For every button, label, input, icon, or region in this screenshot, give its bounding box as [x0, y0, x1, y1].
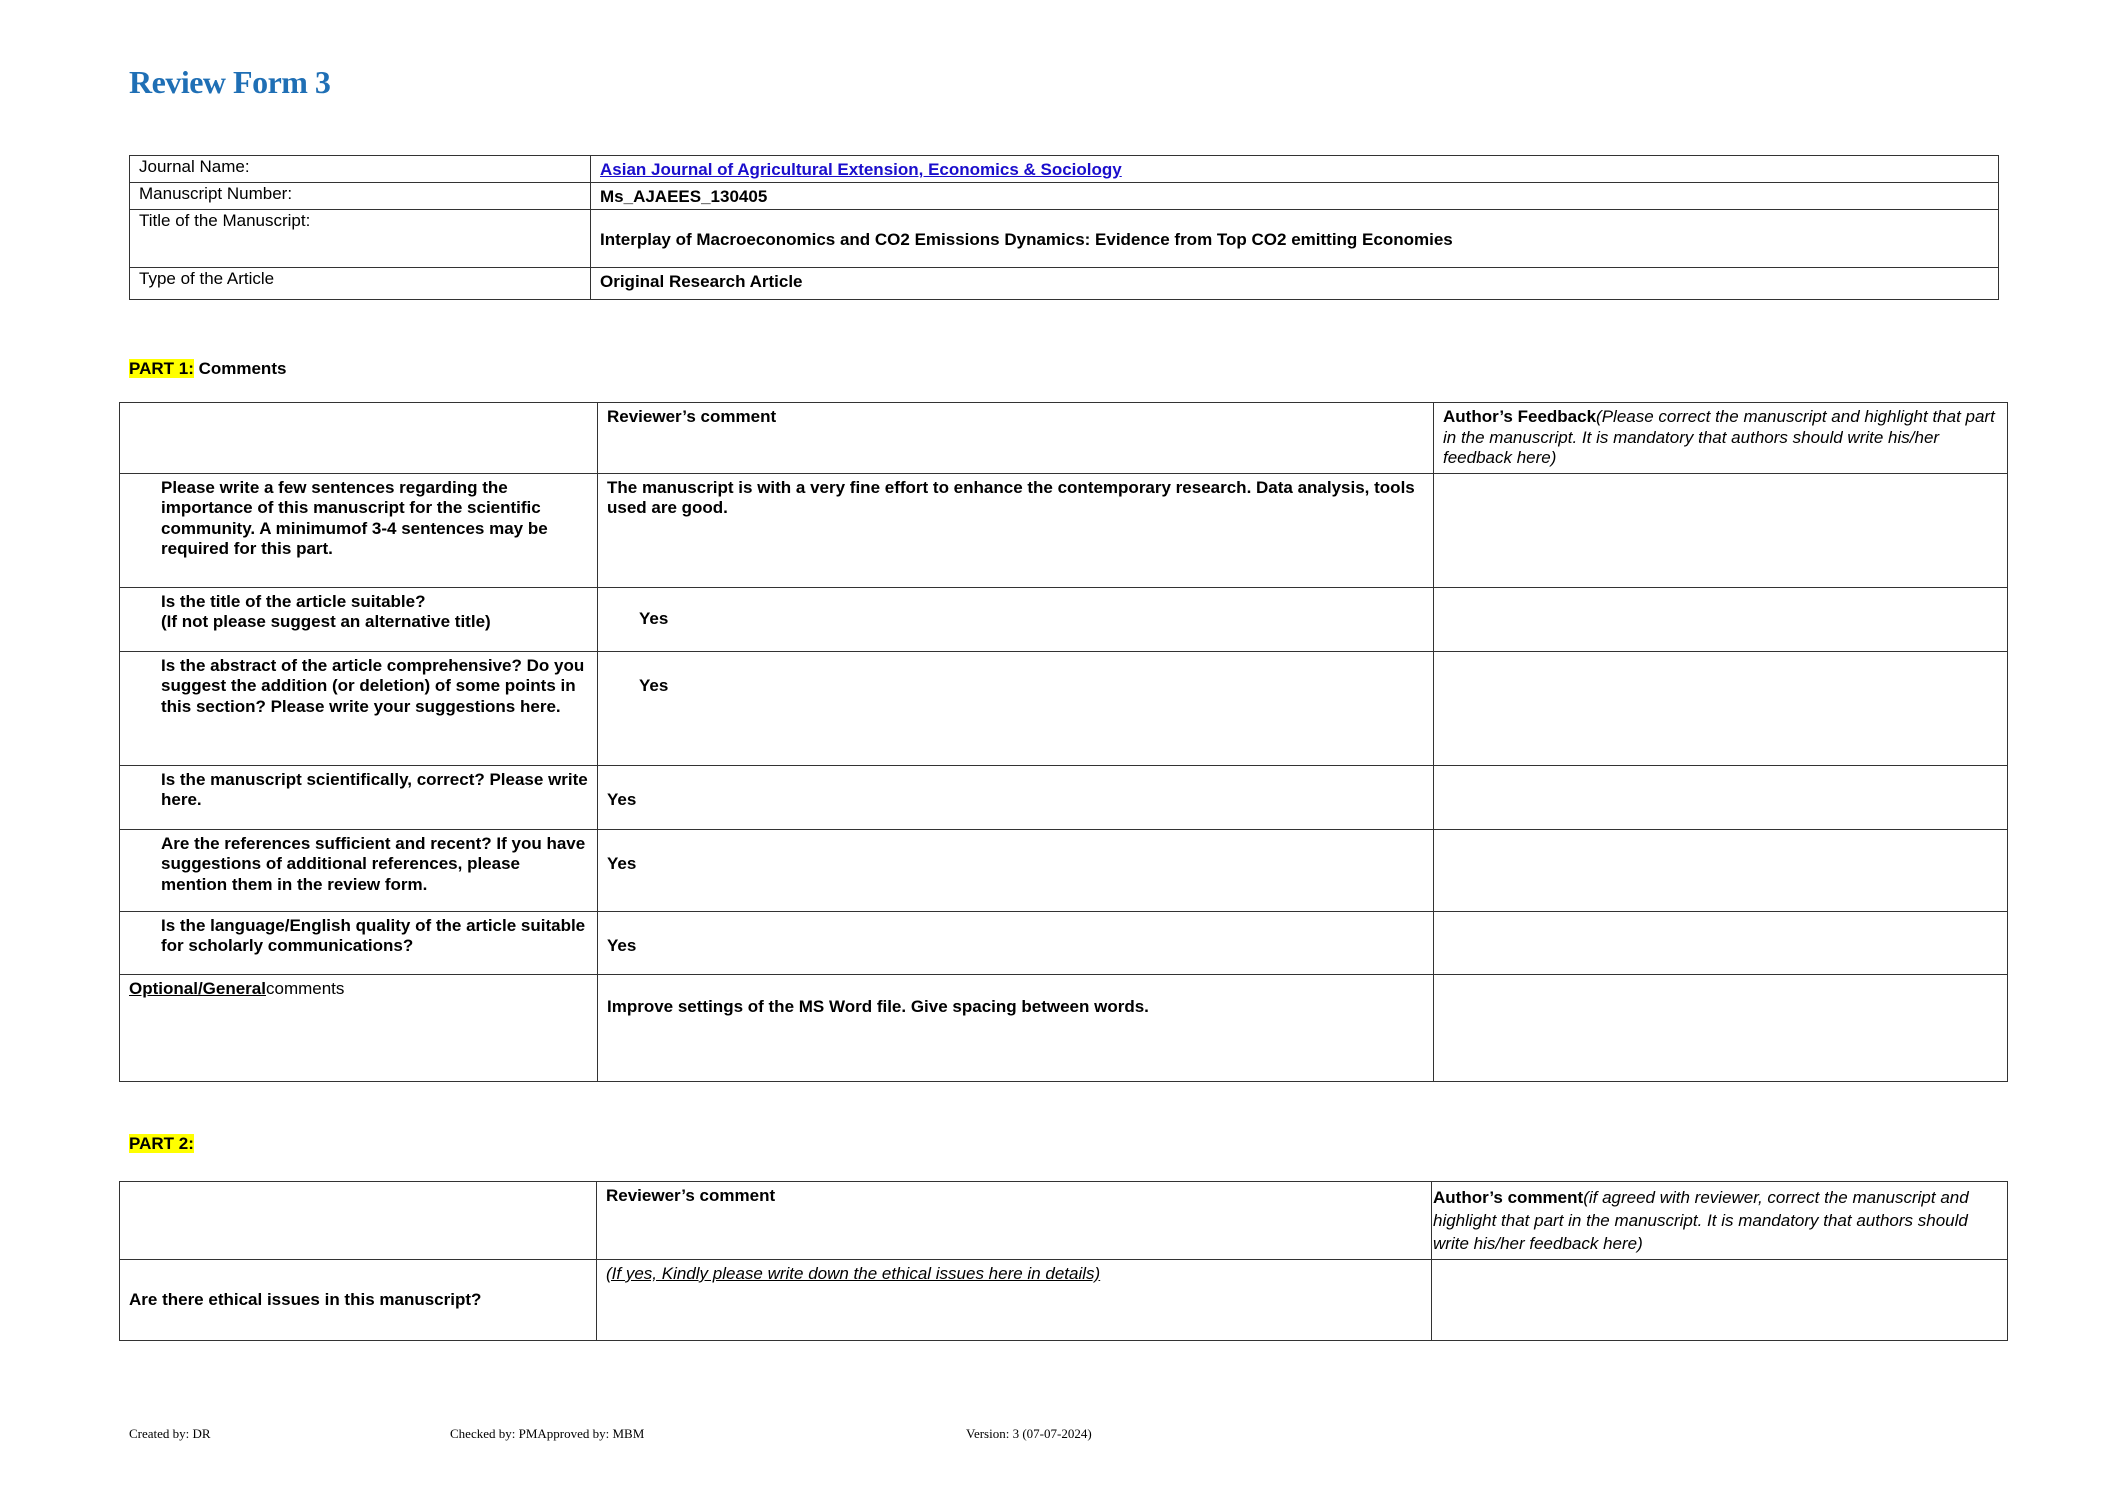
manuscript-title-value: Interplay of Macroeconomics and CO2 Emissions Dynamics: Evidence from Top CO2 emitting Economies — [591, 210, 1999, 268]
question: Is the language/English quality of the article suitable for scholarly communications? — [120, 911, 598, 974]
footer-checked: Checked by: PMApproved by: MBM — [450, 1426, 645, 1441]
author-feedback-cell[interactable] — [1434, 473, 2008, 587]
table-row — [120, 651, 2008, 765]
part2-heading — [129, 1134, 194, 1154]
page-title: Review Form 3 — [129, 64, 331, 100]
optional-comment[interactable]: Improve settings of the MS Word file. Give spacing between words. — [598, 974, 1434, 1081]
question: Is the abstract of the article comprehensive? Do you suggest the addition (or deletion) of some points in this section? Please write your suggestions here. — [120, 651, 598, 765]
part1-suffix: Comments — [193, 359, 287, 378]
author-comment-header — [1432, 1182, 2008, 1260]
author-comment-bold: Author’s comment — [1433, 1188, 1584, 1207]
reviewer-comment-header: Reviewer’s comment — [597, 1182, 1432, 1260]
manuscript-info-table — [129, 155, 1999, 300]
author-feedback-cell[interactable] — [1434, 911, 2008, 974]
optional-comments-label — [120, 974, 598, 1081]
reviewer-comment[interactable]: Yes — [598, 587, 1434, 651]
reviewer-comment[interactable]: Yes — [598, 765, 1434, 829]
part1-comments-table — [119, 402, 2008, 1082]
table-row — [120, 974, 2008, 1081]
table-row — [120, 765, 2008, 829]
part1-label: PART 1: — [129, 359, 194, 378]
question: Please write a few sentences regarding the importance of this manuscript for the scientific community. A minimumof 3-4 sentences may be required for this part. — [120, 473, 598, 587]
ethics-comment-cell[interactable] — [597, 1260, 1432, 1341]
question: Is the manuscript scientifically, correct? Please write here. — [120, 765, 598, 829]
article-type-value: Original Research Article — [591, 268, 1999, 300]
ethics-question: Are there ethical issues in this manuscript? — [120, 1260, 597, 1341]
part2-ethics-table — [119, 1181, 2008, 1341]
author-feedback-header — [1434, 403, 2008, 474]
manuscript-title-label: Title of the Manuscript: — [130, 210, 591, 268]
author-feedback-cell[interactable] — [1434, 765, 2008, 829]
author-feedback-cell[interactable] — [1434, 587, 2008, 651]
author-feedback-cell[interactable] — [1434, 651, 2008, 765]
part2-label: PART 2: — [129, 1134, 194, 1153]
author-feedback-bold: Author’s Feedback — [1443, 407, 1597, 426]
author-feedback-cell[interactable] — [1434, 829, 2008, 911]
manuscript-number-label: Manuscript Number: — [130, 183, 591, 210]
table-row — [120, 473, 2008, 587]
author-comment-note: (if agreed with reviewer, correct the manuscript and highlight that part in the manuscript. It is mandatory that authors should write his/her feedback here) — [1433, 1188, 1969, 1253]
table-row — [120, 911, 2008, 974]
question: Is the title of the article suitable? (If not please suggest an alternative title) — [120, 587, 598, 651]
journal-link[interactable]: Asian Journal of Agricultural Extension, Economics & Sociology — [600, 160, 1122, 179]
reviewer-comment[interactable]: Yes — [598, 829, 1434, 911]
question: Are the references sufficient and recent? If you have suggestions of additional references, please mention them in the review form. — [120, 829, 598, 911]
footer-created: Created by: DR — [129, 1426, 211, 1441]
reviewer-comment[interactable]: The manuscript is with a very fine effort to enhance the contemporary research. Data analysis, tools used are good. — [598, 473, 1434, 587]
optional-label: Optional/General — [129, 978, 266, 998]
reviewer-comment[interactable]: Yes — [598, 651, 1434, 765]
part1-heading — [129, 359, 286, 379]
author-comment-cell[interactable] — [1432, 1260, 2008, 1341]
author-feedback-note: (Please correct the manuscript and highlight that part in the manuscript. It is mandatory that authors should write his/her feedback here) — [1443, 407, 1995, 467]
manuscript-number-value: Ms_AJAEES_130405 — [591, 183, 1999, 210]
reviewer-comment[interactable]: Yes — [598, 911, 1434, 974]
article-type-label: Type of the Article — [130, 268, 591, 300]
table-row — [120, 829, 2008, 911]
footer-version: Version: 3 (07-07-2024) — [966, 1426, 1092, 1441]
author-feedback-cell[interactable] — [1434, 974, 2008, 1081]
ethics-hint: (If yes, Kindly please write down the ethical issues here in details) — [606, 1264, 1101, 1283]
reviewer-comment-header: Reviewer’s comment — [598, 403, 1434, 474]
optional-suffix: comments — [265, 978, 345, 998]
table-row — [120, 1260, 2008, 1341]
journal-label: Journal Name: — [130, 156, 591, 183]
table-row — [120, 587, 2008, 651]
